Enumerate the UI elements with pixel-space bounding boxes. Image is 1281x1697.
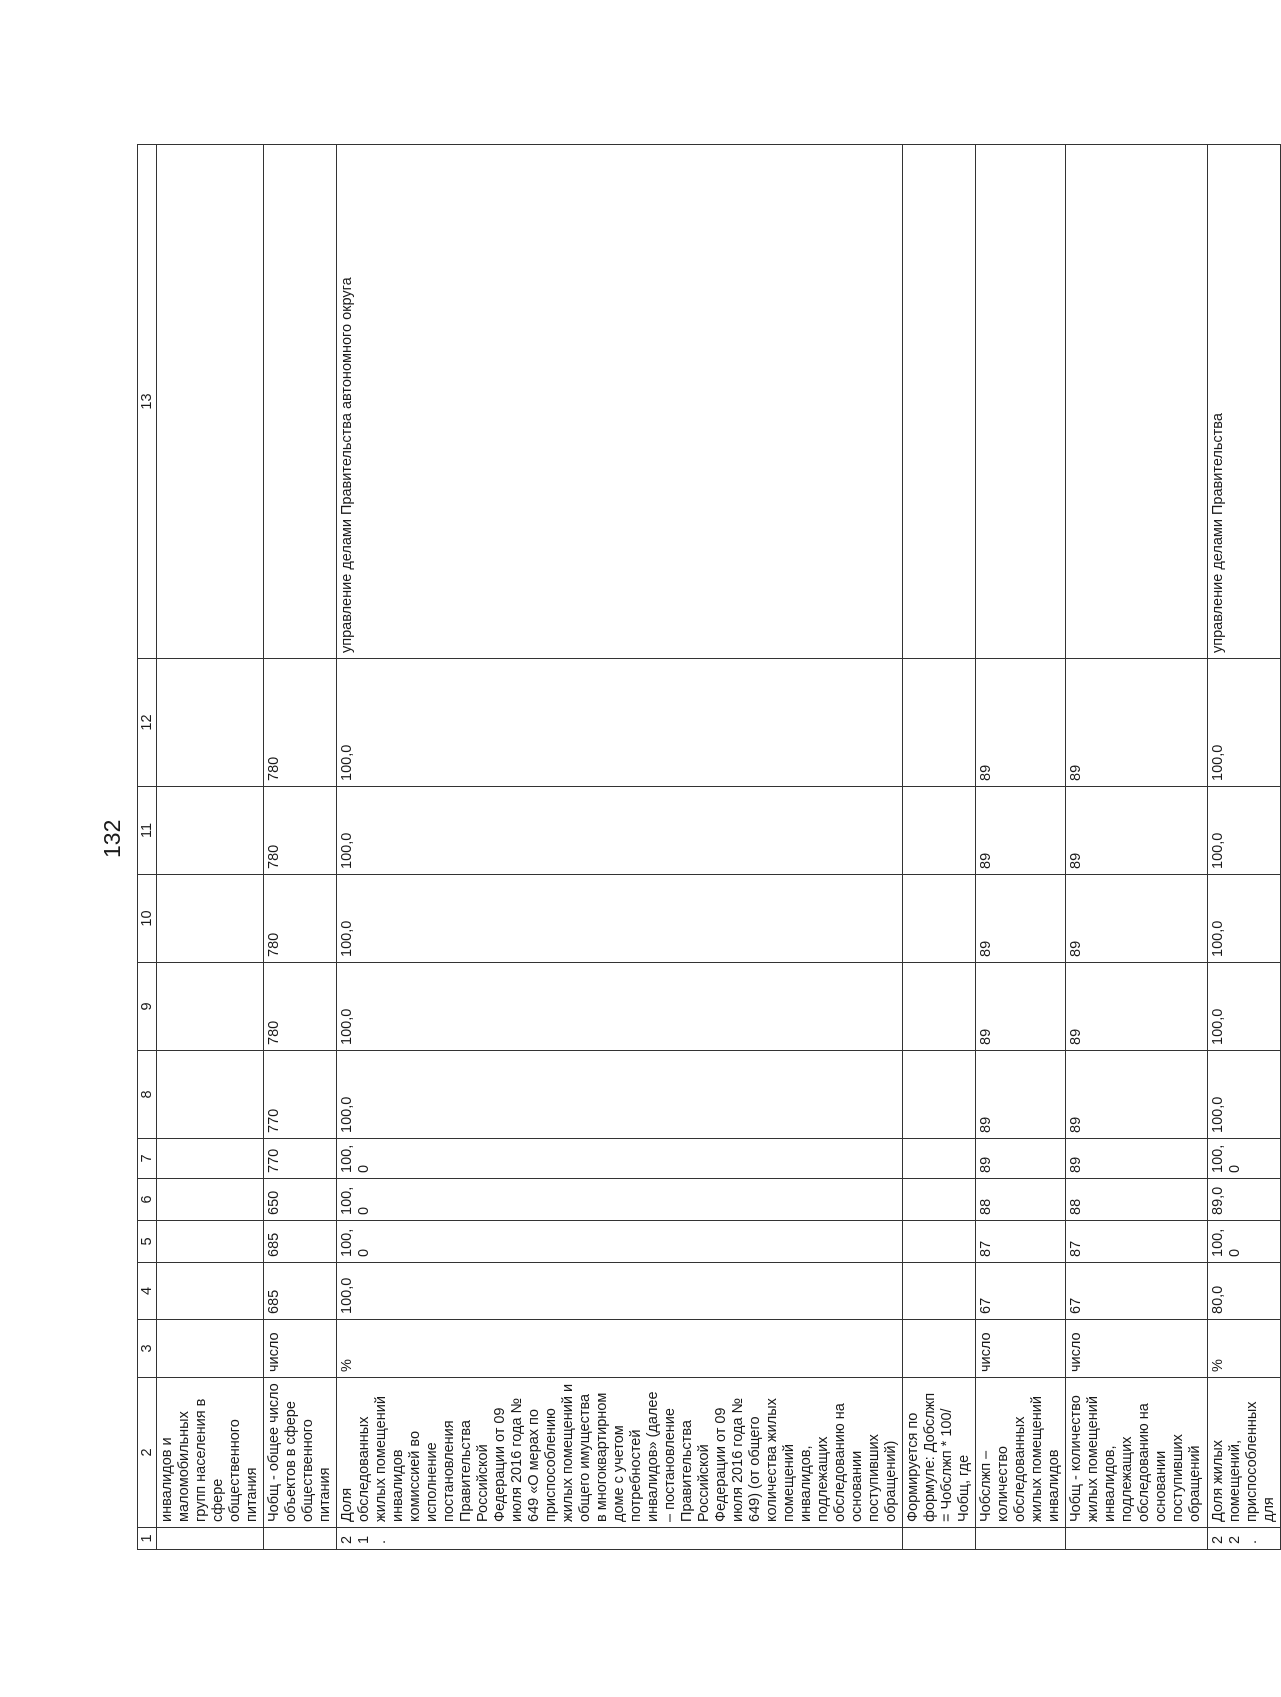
table-row bbox=[1208, 145, 1281, 1550]
row-number bbox=[157, 1528, 264, 1550]
value-cell bbox=[157, 1051, 264, 1139]
table-row bbox=[903, 145, 976, 1550]
unit-cell bbox=[157, 1320, 264, 1378]
unit-cell: % bbox=[337, 1320, 903, 1378]
value-cell: 100,0 bbox=[1208, 787, 1281, 875]
row-number: 21. bbox=[337, 1528, 903, 1550]
value-cell: 89 bbox=[1066, 659, 1208, 787]
value-cell: 87 bbox=[976, 1221, 1066, 1263]
column-number: 1 bbox=[138, 1528, 157, 1550]
value-cell bbox=[903, 963, 976, 1051]
value-cell bbox=[157, 875, 264, 963]
value-cell: 780 bbox=[264, 963, 337, 1051]
value-cell: 100,0 bbox=[337, 1263, 903, 1320]
value-cell: 67 bbox=[1066, 1263, 1208, 1320]
value-cell bbox=[157, 1221, 264, 1263]
value-cell bbox=[157, 1139, 264, 1179]
indicator-table-wrapper bbox=[137, 145, 1277, 1550]
value-cell: 89 bbox=[976, 787, 1066, 875]
value-cell bbox=[903, 659, 976, 787]
value-cell: 89 bbox=[1066, 1051, 1208, 1139]
unit-cell bbox=[903, 1320, 976, 1378]
indicator-name: Чобслжп – количество обследованных жилых помещений инвалидов bbox=[976, 1378, 1066, 1528]
table-row bbox=[157, 145, 264, 1550]
value-cell: 770 bbox=[264, 1051, 337, 1139]
value-cell: 89 bbox=[1066, 1139, 1208, 1179]
table-row bbox=[337, 145, 903, 1550]
value-cell: 780 bbox=[264, 875, 337, 963]
value-cell: 100,0 bbox=[337, 963, 903, 1051]
row-number bbox=[1066, 1528, 1208, 1550]
value-cell: 780 bbox=[264, 787, 337, 875]
value-cell: 89,0 bbox=[1208, 1179, 1281, 1221]
column-number: 10 bbox=[138, 875, 157, 963]
value-cell: 100,0 bbox=[337, 1221, 903, 1263]
column-number: 6 bbox=[138, 1179, 157, 1221]
value-cell: 100,0 bbox=[337, 1179, 903, 1221]
value-cell bbox=[157, 1179, 264, 1221]
value-cell: 67 bbox=[976, 1263, 1066, 1320]
value-cell: 685 bbox=[264, 1263, 337, 1320]
indicator-name: Доля обследованных жилых помещений инвалидов комиссией во исполнение постановления Правительства Российской Федерации от 09 июля 2016 года № 649 «О мерах по приспособлению жилых помещений и общего имущества в многоквартирном доме с учетом потребностей инвалидов» (далее – постановление Правительства Российской Федерации от 09 июля 2016 года № 649) (от общего количества жилых помещений инвалидов, подлежащих обследованию на основании поступивших обращений) bbox=[337, 1378, 903, 1528]
row-number: 22. bbox=[1208, 1528, 1281, 1550]
column-number: 11 bbox=[138, 787, 157, 875]
row-number bbox=[903, 1528, 976, 1550]
value-cell bbox=[903, 875, 976, 963]
responsible-cell: управление делами Правительства bbox=[1208, 145, 1281, 659]
value-cell bbox=[903, 1139, 976, 1179]
value-cell: 89 bbox=[1066, 963, 1208, 1051]
value-cell bbox=[157, 963, 264, 1051]
value-cell: 89 bbox=[1066, 875, 1208, 963]
value-cell bbox=[903, 1051, 976, 1139]
unit-cell: число bbox=[1066, 1320, 1208, 1378]
indicator-table bbox=[137, 144, 1281, 1550]
responsible-cell bbox=[264, 145, 337, 659]
unit-cell: число bbox=[264, 1320, 337, 1378]
value-cell: 100,0 bbox=[337, 875, 903, 963]
page-number: 132 bbox=[99, 819, 125, 858]
column-number: 8 bbox=[138, 1051, 157, 1139]
column-number-row bbox=[138, 145, 157, 1550]
value-cell: 89 bbox=[976, 963, 1066, 1051]
indicator-name: инвалидов и маломобильных групп населения в сфере общественного питания bbox=[157, 1378, 264, 1528]
value-cell: 89 bbox=[1066, 787, 1208, 875]
indicator-name: Чобщ - общее число объектов в сфере общественного питания bbox=[264, 1378, 337, 1528]
value-cell: 100,0 bbox=[1208, 963, 1281, 1051]
value-cell: 100,0 bbox=[1208, 1139, 1281, 1179]
value-cell: 88 bbox=[976, 1179, 1066, 1221]
column-number: 13 bbox=[138, 145, 157, 659]
value-cell: 685 bbox=[264, 1221, 337, 1263]
table-row bbox=[976, 145, 1066, 1550]
value-cell: 650 bbox=[264, 1179, 337, 1221]
value-cell bbox=[157, 787, 264, 875]
table-row bbox=[1066, 145, 1208, 1550]
column-number: 3 bbox=[138, 1320, 157, 1378]
table-row bbox=[264, 145, 337, 1550]
row-number bbox=[264, 1528, 337, 1550]
value-cell: 780 bbox=[264, 659, 337, 787]
responsible-cell: управление делами Правительства автономного округа bbox=[337, 145, 903, 659]
value-cell: 89 bbox=[976, 1139, 1066, 1179]
value-cell bbox=[903, 1221, 976, 1263]
value-cell: 100,0 bbox=[337, 659, 903, 787]
value-cell: 89 bbox=[976, 659, 1066, 787]
value-cell: 100,0 bbox=[1208, 659, 1281, 787]
value-cell: 89 bbox=[976, 875, 1066, 963]
value-cell: 100,0 bbox=[337, 787, 903, 875]
column-number: 4 bbox=[138, 1263, 157, 1320]
unit-cell: число bbox=[976, 1320, 1066, 1378]
column-number: 7 bbox=[138, 1139, 157, 1179]
value-cell: 770 bbox=[264, 1139, 337, 1179]
value-cell: 100,0 bbox=[337, 1051, 903, 1139]
responsible-cell bbox=[1066, 145, 1208, 659]
value-cell: 100,0 bbox=[1208, 1051, 1281, 1139]
indicator-name: Формируется по формуле: Добслжп = Чобслжп * 100/ Чобщ, где bbox=[903, 1378, 976, 1528]
value-cell bbox=[157, 1263, 264, 1320]
value-cell: 88 bbox=[1066, 1179, 1208, 1221]
indicator-name: Чобщ - количество жилых помещений инвалидов, подлежащих обследованию на основании поступивших обращений bbox=[1066, 1378, 1208, 1528]
value-cell bbox=[903, 1263, 976, 1320]
value-cell: 100,0 bbox=[1208, 875, 1281, 963]
value-cell: 100,0 bbox=[1208, 1221, 1281, 1263]
column-number: 2 bbox=[138, 1378, 157, 1528]
value-cell bbox=[903, 787, 976, 875]
value-cell: 80,0 bbox=[1208, 1263, 1281, 1320]
value-cell: 89 bbox=[976, 1051, 1066, 1139]
indicator-name: Доля жилых помещений, приспособленных для bbox=[1208, 1378, 1281, 1528]
value-cell bbox=[903, 1179, 976, 1221]
value-cell: 100,0 bbox=[337, 1139, 903, 1179]
responsible-cell bbox=[157, 145, 264, 659]
column-number: 12 bbox=[138, 659, 157, 787]
responsible-cell bbox=[976, 145, 1066, 659]
value-cell bbox=[157, 659, 264, 787]
responsible-cell bbox=[903, 145, 976, 659]
column-number: 5 bbox=[138, 1221, 157, 1263]
column-number: 9 bbox=[138, 963, 157, 1051]
unit-cell: % bbox=[1208, 1320, 1281, 1378]
row-number bbox=[976, 1528, 1066, 1550]
value-cell: 87 bbox=[1066, 1221, 1208, 1263]
